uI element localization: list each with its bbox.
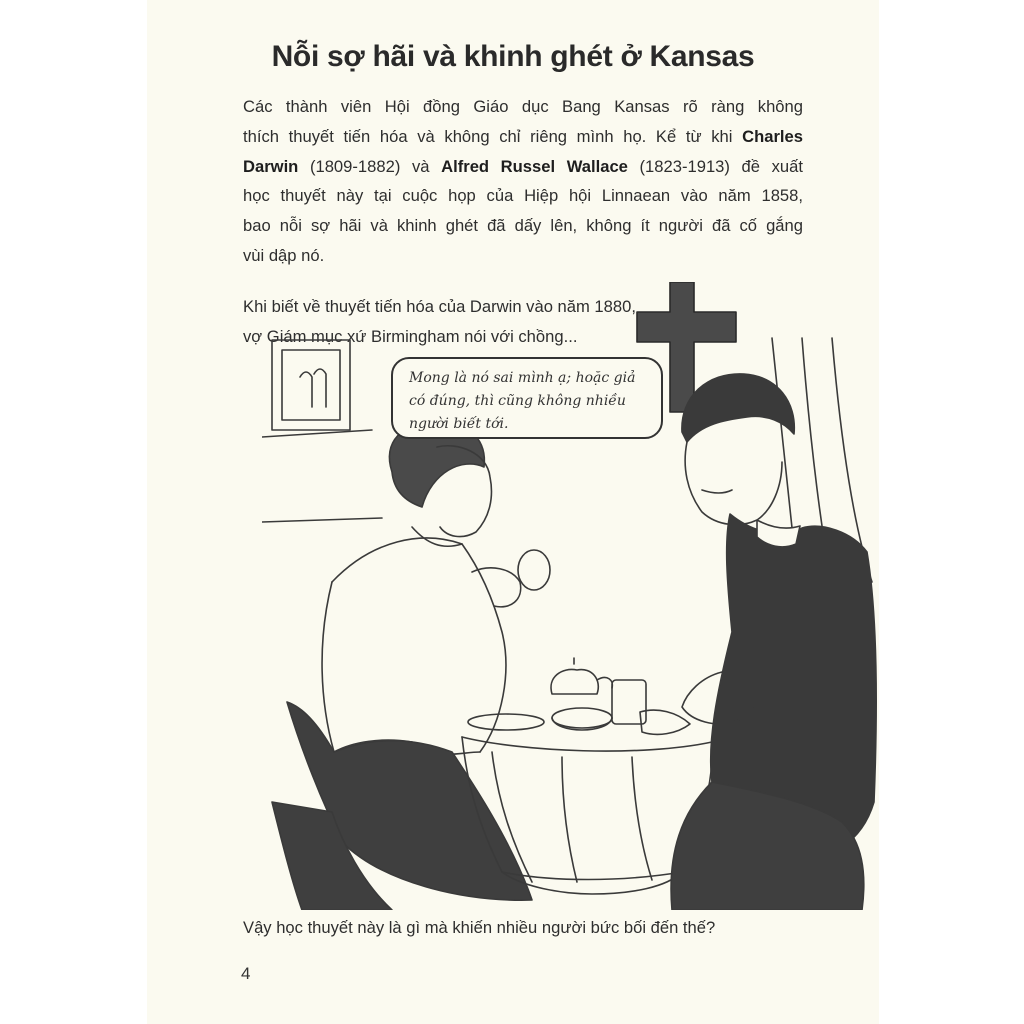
speech-line-2: có đúng, thì cũng không nhiều (409, 393, 626, 409)
intro-line-3: Darwin (1809-1882) và Alfred Russel Wallace (1823-1913) đề xuất (243, 156, 803, 176)
speech-line-1: Mong là nó sai mình ạ; hoặc giả (409, 370, 636, 386)
intro-line-5: bao nỗi sợ hãi và khinh ghét đã dấy lên, không ít người đã cố gắng (243, 216, 803, 236)
charles-bold: Charles (742, 126, 803, 146)
intro-line-4: học thuyết này tại cuộc họp của Hiệp hội Linnaean vào năm 1858, (243, 186, 803, 206)
page-title: Nỗi sợ hãi và khinh ghét ở Kansas (271, 40, 755, 73)
intro-paragraph (243, 92, 803, 271)
intro-line-1: Các thành viên Hội đồng Giáo dục Bang Kansas rõ ràng không (243, 97, 803, 116)
closing-question: Vậy học thuyết này là gì mà khiến nhiều người bức bối đến thế? (243, 918, 716, 937)
wallace-bold: Alfred Russel Wallace (441, 156, 628, 176)
woman-figure (272, 422, 550, 910)
intro-line-6: vùi dập nó. (243, 245, 325, 265)
context-line-2: vợ Giám mục xứ Birmingham nói với chồng... (243, 326, 578, 346)
speech-line-3: người biết tới. (409, 416, 509, 432)
context-line-1: Khi biết về thuyết tiến hóa của Darwin vào năm 1880, (243, 297, 636, 316)
intro-line-2: thích thuyết tiến hóa và không chỉ riêng mình họ. Kể từ khi Charles (243, 126, 803, 146)
speech-bubble (391, 357, 663, 439)
page-number: 4 (241, 964, 251, 983)
picture-frame-icon (272, 340, 350, 430)
darwin-bold: Darwin (243, 156, 299, 176)
